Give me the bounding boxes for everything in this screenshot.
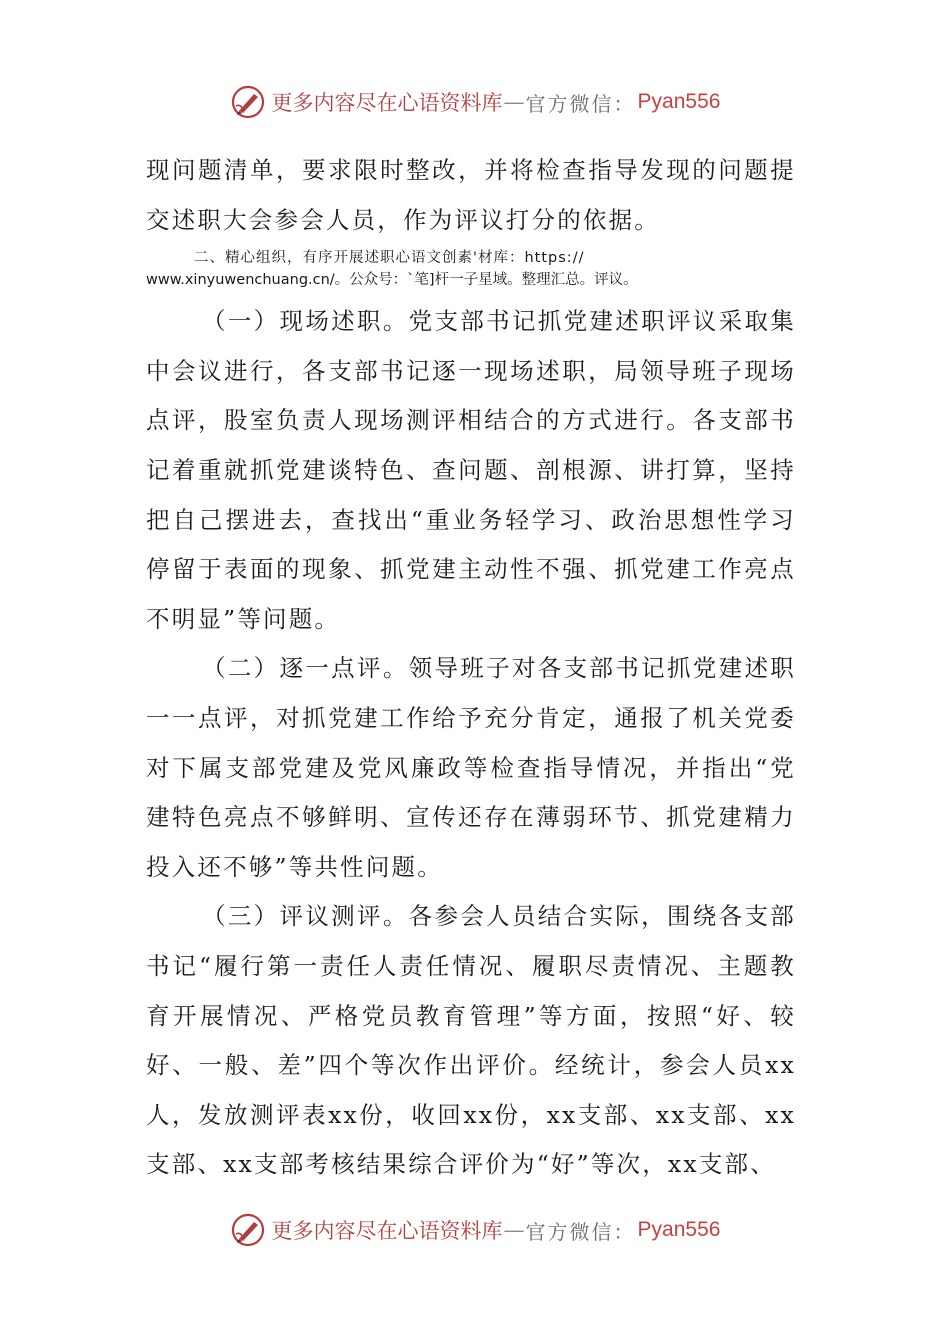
header-watermark-banner	[0, 80, 950, 124]
footer-watermark-banner	[0, 1208, 950, 1252]
banner-dash: —	[503, 1218, 525, 1242]
paragraph-onsite-report: （一）现场述职。党支部书记抓党建述职评议采取集中会议进行，各支部书记逐一现场述职，局领导班子现场点评，股室负责人现场测评相结合的方式进行。各支部书记着重就抓党建谈特色、查问题、剖根源、讲打算，坚持把自己摆进去，查找出“重业务轻学习、政治思想性学习停留于表面的现象、抓党建主动性不强、抓党建工作亮点不明显”等问题。	[146, 307, 796, 633]
banner-official-label: 官方微信：	[525, 91, 636, 116]
paragraph-continuation: 现问题清单，要求限时整改，并将检查指导发现的问题提交述职大会参会人员，作为评议打分的依据。	[146, 156, 796, 234]
banner-brand-text: 更多内容尽在心语资料库	[271, 1219, 503, 1243]
note-line-2: www.xinyuwenchuang.cn/。公众号：`笔]杆一子星域。整理汇总。评议。	[146, 272, 638, 289]
pen-logo-icon	[230, 1212, 266, 1248]
banner-brand-text: 更多内容尽在心语资料库	[271, 91, 503, 115]
banner-official-label: 官方微信：	[525, 1219, 636, 1244]
pen-logo-icon	[230, 84, 266, 120]
paragraph-review: （二）逐一点评。领导班子对各支部书记抓党建述职一一点评，对抓党建工作给予充分肯定，通报了机关党委对下属支部党建及党风廉政等检查指导情况，并指出“党建特色亮点不够鲜明、宣传还存在薄弱环节、抓党建精力投入还不够”等共性问题。	[146, 654, 796, 881]
paragraph-evaluation: （三）评议测评。各参会人员结合实际，围绕各支部书记“履行第一责任人责任情况、履职尽责情况、主题教育开展情况、严格党员教育管理”等方面，按照“好、较好、一般、差”四个等次作出评价。经统计，参会人员xx人，发放测评表xx份，收回xx份，xx支部、xx支部、xx支部、xx支部考核结果综合评价为“好”等次，xx支部、	[146, 902, 796, 1179]
banner-dash: —	[503, 90, 525, 114]
banner-wechat-id: Pyan556	[637, 90, 721, 113]
banner-wechat-id: Pyan556	[637, 1218, 721, 1241]
document-body	[146, 146, 796, 1190]
note-line-1: 二、精心组织，有序开展述职心语文创素'材库：https://	[194, 250, 585, 267]
section-heading-note	[146, 245, 796, 297]
